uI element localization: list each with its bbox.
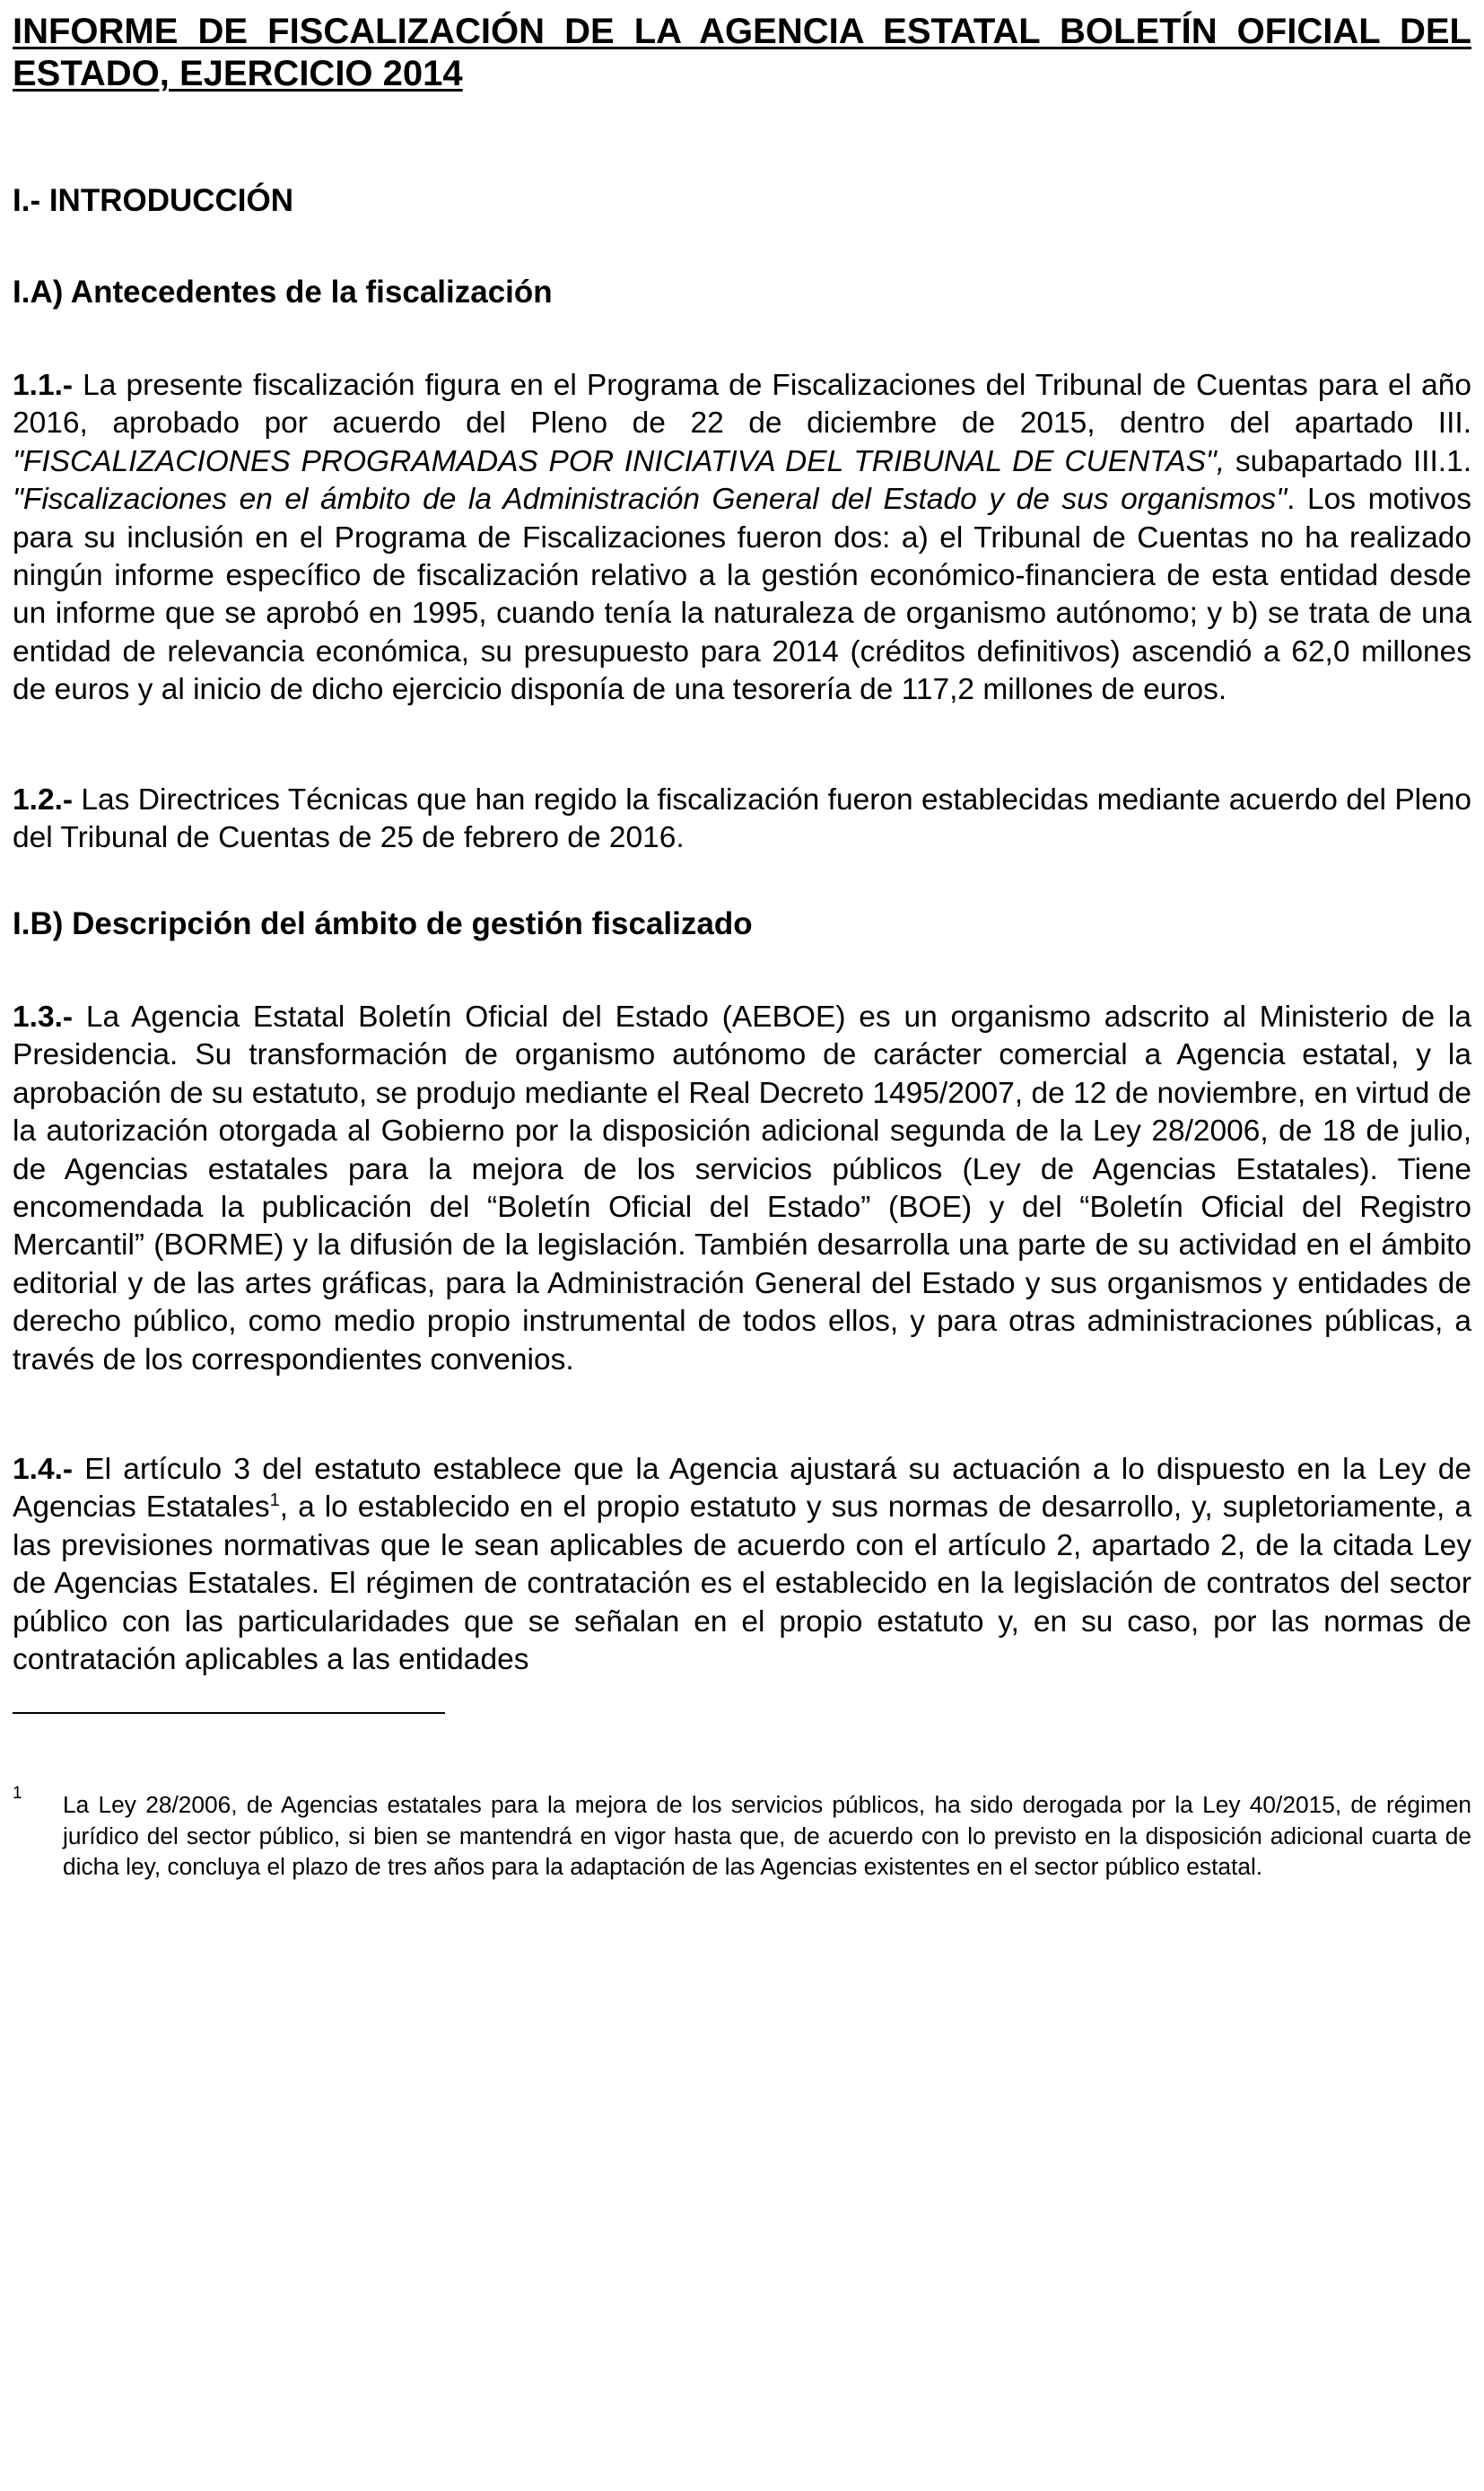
- paragraph-number: 1.3.-: [13, 1001, 74, 1034]
- paragraph-number: 1.1.-: [13, 369, 74, 402]
- paragraph-1-3: [13, 999, 1471, 1379]
- paragraph-italic-text: "Fiscalizaciones en el ámbito de la Administración General del Estado y de sus organismos": [13, 483, 1288, 517]
- paragraph-text: , a lo establecido en el propio estatuto y sus normas de desarrollo, y, supletoriamente, a las previsiones normativas que le sean aplicables de acuerdo con el artículo 2, apartado 2, de la citada Ley de Agencias Estatales. El régimen de contratación es el establecido en la legislación de contratos del sector público con las particularidades que se señalan en el propio estatuto y, en su caso, por las normas de contratación aplicables a las entidades: [13, 1490, 1471, 1677]
- paragraph-text: El artículo 3 del estatuto establece que la Agencia ajustará su actuación a lo dispuesto en la Ley de Agencias Estatales: [13, 1453, 1471, 1525]
- paragraph-text: Las Directrices Técnicas que han regido la fiscalización fueron establecidas mediante acuerdo del Pleno del Tribunal de Cuentas de 25 de febrero de 2016.: [13, 783, 1471, 855]
- paragraph-text: La Agencia Estatal Boletín Oficial del Estado (AEBOE) es un organismo adscrito al Ministerio de la Presidencia. Su transformación de organismo autónomo de carácter comercial a Agencia estatal, y la aprobación de su estatuto, se produjo mediante el Real Decreto 1495/2007, de 12 de noviembre, en virtud de la autorización otorgada al Gobierno por la disposición adicional segunda de la Ley 28/2006, de 18 de julio, de Agencias estatales para la mejora de los servicios públicos (Ley de Agencias Estatales). Tiene encomendada la publicación del “Boletín Oficial del Estado” (BOE) y del “Boletín Oficial del Registro Mercantil” (BORME) y la difusión de la legislación. También desarrolla una parte de su actividad en el ámbito editorial y de las artes gráficas, para la Administración General del Estado y sus organismos y entidades de derecho público, como medio propio instrumental de todos ellos, y para otras administraciones públicas, a través de los correspondientes convenios.: [13, 1001, 1471, 1377]
- paragraph-text: La presente fiscalización figura en el Programa de Fiscalizaciones del Tribunal de Cuentas para el año 2016, aprobado por acuerdo del Pleno de 22 de diciembre de 2015, dentro del apartado III.: [13, 369, 1471, 441]
- footnote-separator: [13, 1712, 445, 1714]
- paragraph-number: 1.2.-: [13, 783, 74, 817]
- footnote-reference: 1: [269, 1490, 280, 1511]
- footnote-mark: 1: [13, 1784, 22, 1803]
- paragraph-1-4: [13, 1451, 1471, 1679]
- paragraph-number: 1.4.-: [13, 1453, 74, 1486]
- paragraph-text: subapartado III.1.: [1225, 444, 1472, 478]
- section-heading-introduccion: I.- INTRODUCCIÓN: [13, 183, 294, 218]
- footnote-text: La Ley 28/2006, de Agencias estatales para la mejora de los servicios públicos, ha sido derogada por la Ley 40/2015, de régimen jurídico del sector público, si bien se mantendrá en vigor hasta que, de acuerdo con lo previsto en la disposición adicional cuarta de dicha ley, concluya el plazo de tres años para la adaptación de las Agencias existentes en el sector público estatal.: [63, 1791, 1471, 1880]
- paragraph-text: . Los motivos para su inclusión en el Programa de Fiscalizaciones fueron dos: a) el Tribunal de Cuentas no ha realizado ningún informe específico de fiscalización relativo a la gestión económico-financiera de esta entidad desde un informe que se aprobó en 1995, cuando tenía la naturaleza de organismo autónomo; y b) se trata de una entidad de relevancia económica, su presupuesto para 2014 (créditos definitivos) ascendió a 62,0 millones de euros y al inicio de dicho ejercicio disponía de una tesorería de 117,2 millones de euros.: [13, 483, 1471, 707]
- paragraph-italic-text: "FISCALIZACIONES PROGRAMADAS POR INICIATIVA DEL TRIBUNAL DE CUENTAS",: [13, 444, 1226, 478]
- section-heading-descripcion: I.B) Descripción del ámbito de gestión fiscalizado: [13, 906, 753, 941]
- document-title: INFORME DE FISCALIZACIÓN DE LA AGENCIA ESTATAL BOLETÍN OFICIAL DEL ESTADO, EJERCICIO 2014: [13, 12, 1471, 93]
- section-heading-antecedentes: I.A) Antecedentes de la fiscalización: [13, 275, 553, 310]
- paragraph-1-2: [13, 782, 1471, 858]
- paragraph-1-1: [13, 367, 1471, 710]
